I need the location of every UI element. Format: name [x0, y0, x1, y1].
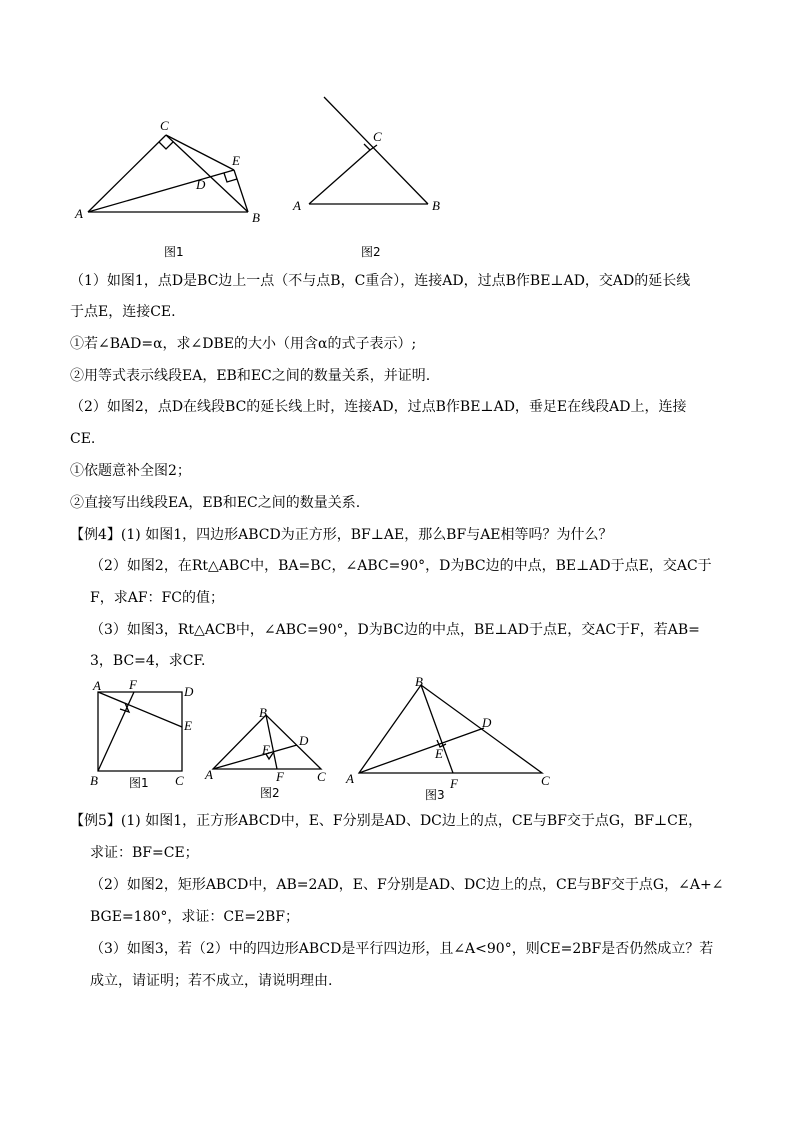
label-F: F	[276, 769, 284, 784]
label-D: D	[184, 684, 194, 699]
label-E: E	[435, 746, 443, 761]
triangle-ABC	[359, 685, 542, 773]
example4-line2: （2）如图2，在Rt△ABC中，BA=BC，∠ABC=90°，D为BC边的中点，BE⊥AD于点E，交AC于	[90, 558, 712, 574]
example5-line1: 【例5】(1) 如图1，正方形ABCD中，E、F分别是AD、DC边上的点，CE与BF交于点G，BF⊥CE，	[70, 813, 703, 829]
figure-caption: 图1	[129, 776, 149, 790]
top-figure-2	[280, 90, 460, 270]
problem-part1-line2: 于点E，连接CE.	[70, 304, 176, 320]
label-E: E	[262, 742, 270, 757]
problem-part1-question1: ①若∠BAD=α，求∠DBE的大小（用含α的式子表示）;	[70, 336, 417, 352]
example5-line4: BGE=180°，求证：CE=2BF；	[90, 909, 299, 925]
label-C: C	[175, 773, 184, 788]
label-B: B	[90, 773, 98, 788]
segment-CE	[166, 135, 234, 170]
figure-caption: 图2	[361, 245, 381, 259]
label-A: A	[293, 198, 301, 213]
figure-caption: 图1	[164, 245, 184, 259]
label-A: A	[346, 771, 354, 786]
example4-line1: 【例4】(1) 如图1，四边形ABCD为正方形，BF⊥AE，那么BF与AE相等吗？为什么？	[70, 527, 613, 543]
square-ABCD	[98, 692, 182, 771]
problem-part1-line1: （1）如图1，点D是BC边上一点（不与点B，C重合），连接AD，过点B作BE⊥AD，交AD的延长线	[70, 273, 691, 289]
example4-figure-3	[340, 670, 560, 805]
label-C: C	[160, 118, 169, 133]
segment-BC-extended	[324, 97, 428, 204]
problem-part1-question2: ②用等式表示线段EA，EB和EC之间的数量关系，并证明.	[70, 368, 431, 384]
label-A: A	[93, 678, 101, 693]
label-B: B	[432, 198, 440, 213]
example5-line3: （2）如图2，矩形ABCD中，AB=2AD，E、F分别是AD、DC边上的点，CE与BF交于点G，∠A+∠	[90, 877, 724, 893]
label-A: A	[205, 767, 213, 782]
figure-caption: 图2	[260, 786, 280, 800]
example5-line5: （3）如图3，若（2）中的四边形ABCD是平行四边形，且∠A<90°，则CE=2BF是否仍然成立？若	[90, 941, 714, 957]
label-C: C	[373, 129, 382, 144]
label-C: C	[541, 773, 550, 788]
segment-BF	[98, 692, 134, 771]
label-F: F	[129, 677, 137, 692]
example4-line4: （3）如图3，Rt△ACB中，∠ABC=90°，D为BC边的中点，BE⊥AD于点E，交AC于F，若AB=	[90, 622, 700, 638]
label-E: E	[232, 153, 240, 168]
label-D: D	[482, 715, 492, 730]
example4-line3: F，求AF：FC的值；	[90, 590, 224, 606]
label-D: D	[299, 733, 309, 748]
example5-line2: 求证：BF=CE；	[90, 845, 199, 861]
example5-line6: 成立，请证明；若不成立，请说明理由.	[90, 973, 333, 989]
right-angle-mark-C	[159, 142, 173, 149]
label-B: B	[415, 674, 423, 689]
label-D: D	[196, 177, 206, 192]
problem-part2-line2: CE.	[70, 431, 96, 447]
example4-line5: 3，BC=4，求CF.	[90, 653, 206, 669]
segment-AE	[98, 692, 182, 727]
label-A: A	[75, 206, 83, 221]
figure-caption: 图3	[425, 788, 445, 802]
problem-part2-question1: ①依题意补全图2；	[70, 463, 191, 479]
top-figure-1	[60, 115, 280, 270]
problem-part2-line1: （2）如图2，点D在线段BC的延长线上时，连接AD，过点B作BE⊥AD，垂足E在线段AD上，连接	[70, 399, 687, 415]
label-E: E	[184, 718, 192, 733]
segment-AD	[359, 728, 484, 773]
example4-figure-1	[85, 675, 205, 795]
label-C: C	[317, 769, 326, 784]
example4-figure-2	[200, 700, 340, 800]
label-B: B	[252, 210, 260, 225]
label-F: F	[450, 776, 458, 791]
segment-AC	[309, 150, 370, 204]
problem-part2-question2: ②直接写出线段EA，EB和EC之间的数量关系.	[70, 495, 361, 511]
label-B: B	[259, 705, 267, 720]
